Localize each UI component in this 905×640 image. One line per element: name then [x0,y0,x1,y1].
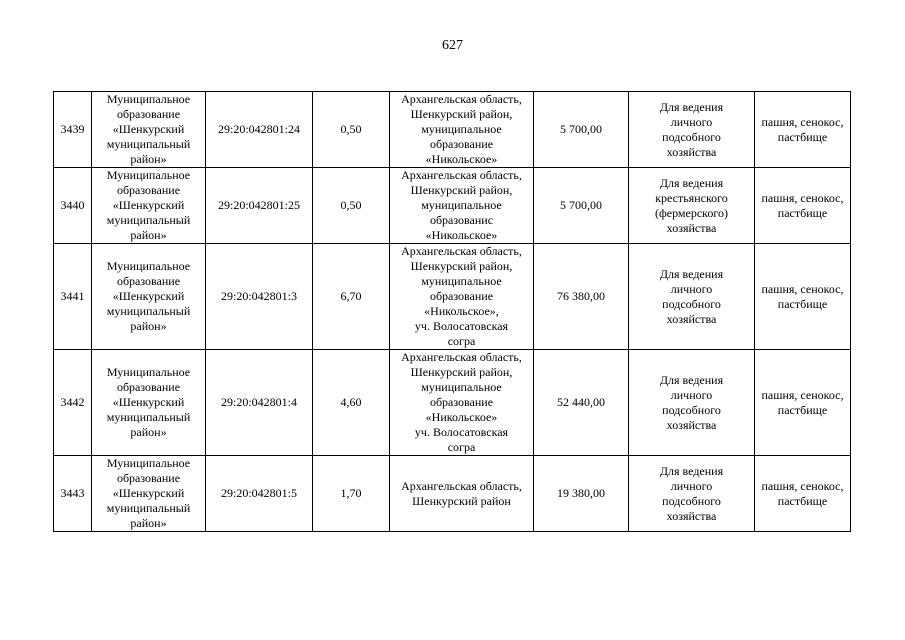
area-cell: 6,70 [313,244,390,350]
land-type-cell: пашня, сенокос, пастбище [755,456,851,532]
location-cell: Архангельская область, Шенкурский район, муниципальное образование «Никольское» уч. Волосатовская согра [390,350,534,456]
cadastral-value-cell: 76 380,00 [534,244,629,350]
permitted-use-cell: Для ведения личного подсобного хозяйства [629,350,755,456]
location-cell: Архангельская область, Шенкурский район [390,456,534,532]
owner-cell: Муниципальное образование «Шенкурский муниципальный район» [92,244,206,350]
land-type-cell: пашня, сенокос, пастбище [755,350,851,456]
cadastral-number-cell: 29:20:042801:25 [206,168,313,244]
cadastral-value-cell: 5 700,00 [534,168,629,244]
row-number: 3439 [54,92,92,168]
owner-cell: Муниципальное образование «Шенкурский муниципальный район» [92,456,206,532]
row-number: 3443 [54,456,92,532]
cadastral-value-cell: 19 380,00 [534,456,629,532]
land-type-cell: пашня, сенокос, пастбище [755,244,851,350]
land-registry-table [53,91,851,532]
row-number: 3440 [54,168,92,244]
area-cell: 0,50 [313,92,390,168]
owner-cell: Муниципальное образование «Шенкурский муниципальный район» [92,350,206,456]
area-cell: 1,70 [313,456,390,532]
location-cell: Архангельская область, Шенкурский район, муниципальное образование «Никольское», уч. Волосатовская согра [390,244,534,350]
permitted-use-cell: Для ведения личного подсобного хозяйства [629,456,755,532]
cadastral-value-cell: 5 700,00 [534,92,629,168]
cadastral-number-cell: 29:20:042801:24 [206,92,313,168]
cadastral-number-cell: 29:20:042801:4 [206,350,313,456]
row-number: 3442 [54,350,92,456]
table-row [54,244,851,350]
location-cell: Архангельская область, Шенкурский район, муниципальное образование «Никольское» [390,92,534,168]
permitted-use-cell: Для ведения личного подсобного хозяйства [629,92,755,168]
table-row [54,350,851,456]
cadastral-number-cell: 29:20:042801:3 [206,244,313,350]
location-cell: Архангельская область, Шенкурский район, муниципальное образованис «Никольское» [390,168,534,244]
table-row [54,92,851,168]
permitted-use-cell: Для ведения личного подсобного хозяйства [629,244,755,350]
page-number: 627 [442,38,463,53]
permitted-use-cell: Для ведения крестьянского (фермерского) хозяйства [629,168,755,244]
owner-cell: Муниципальное образование «Шенкурский муниципальный район» [92,92,206,168]
table-row [54,168,851,244]
cadastral-value-cell: 52 440,00 [534,350,629,456]
row-number: 3441 [54,244,92,350]
land-type-cell: пашня, сенокос, пастбище [755,92,851,168]
cadastral-number-cell: 29:20:042801:5 [206,456,313,532]
owner-cell: Муниципальное образование «Шенкурский муниципальный район» [92,168,206,244]
area-cell: 0,50 [313,168,390,244]
table-row [54,456,851,532]
land-type-cell: пашня, сенокос, пастбище [755,168,851,244]
area-cell: 4,60 [313,350,390,456]
